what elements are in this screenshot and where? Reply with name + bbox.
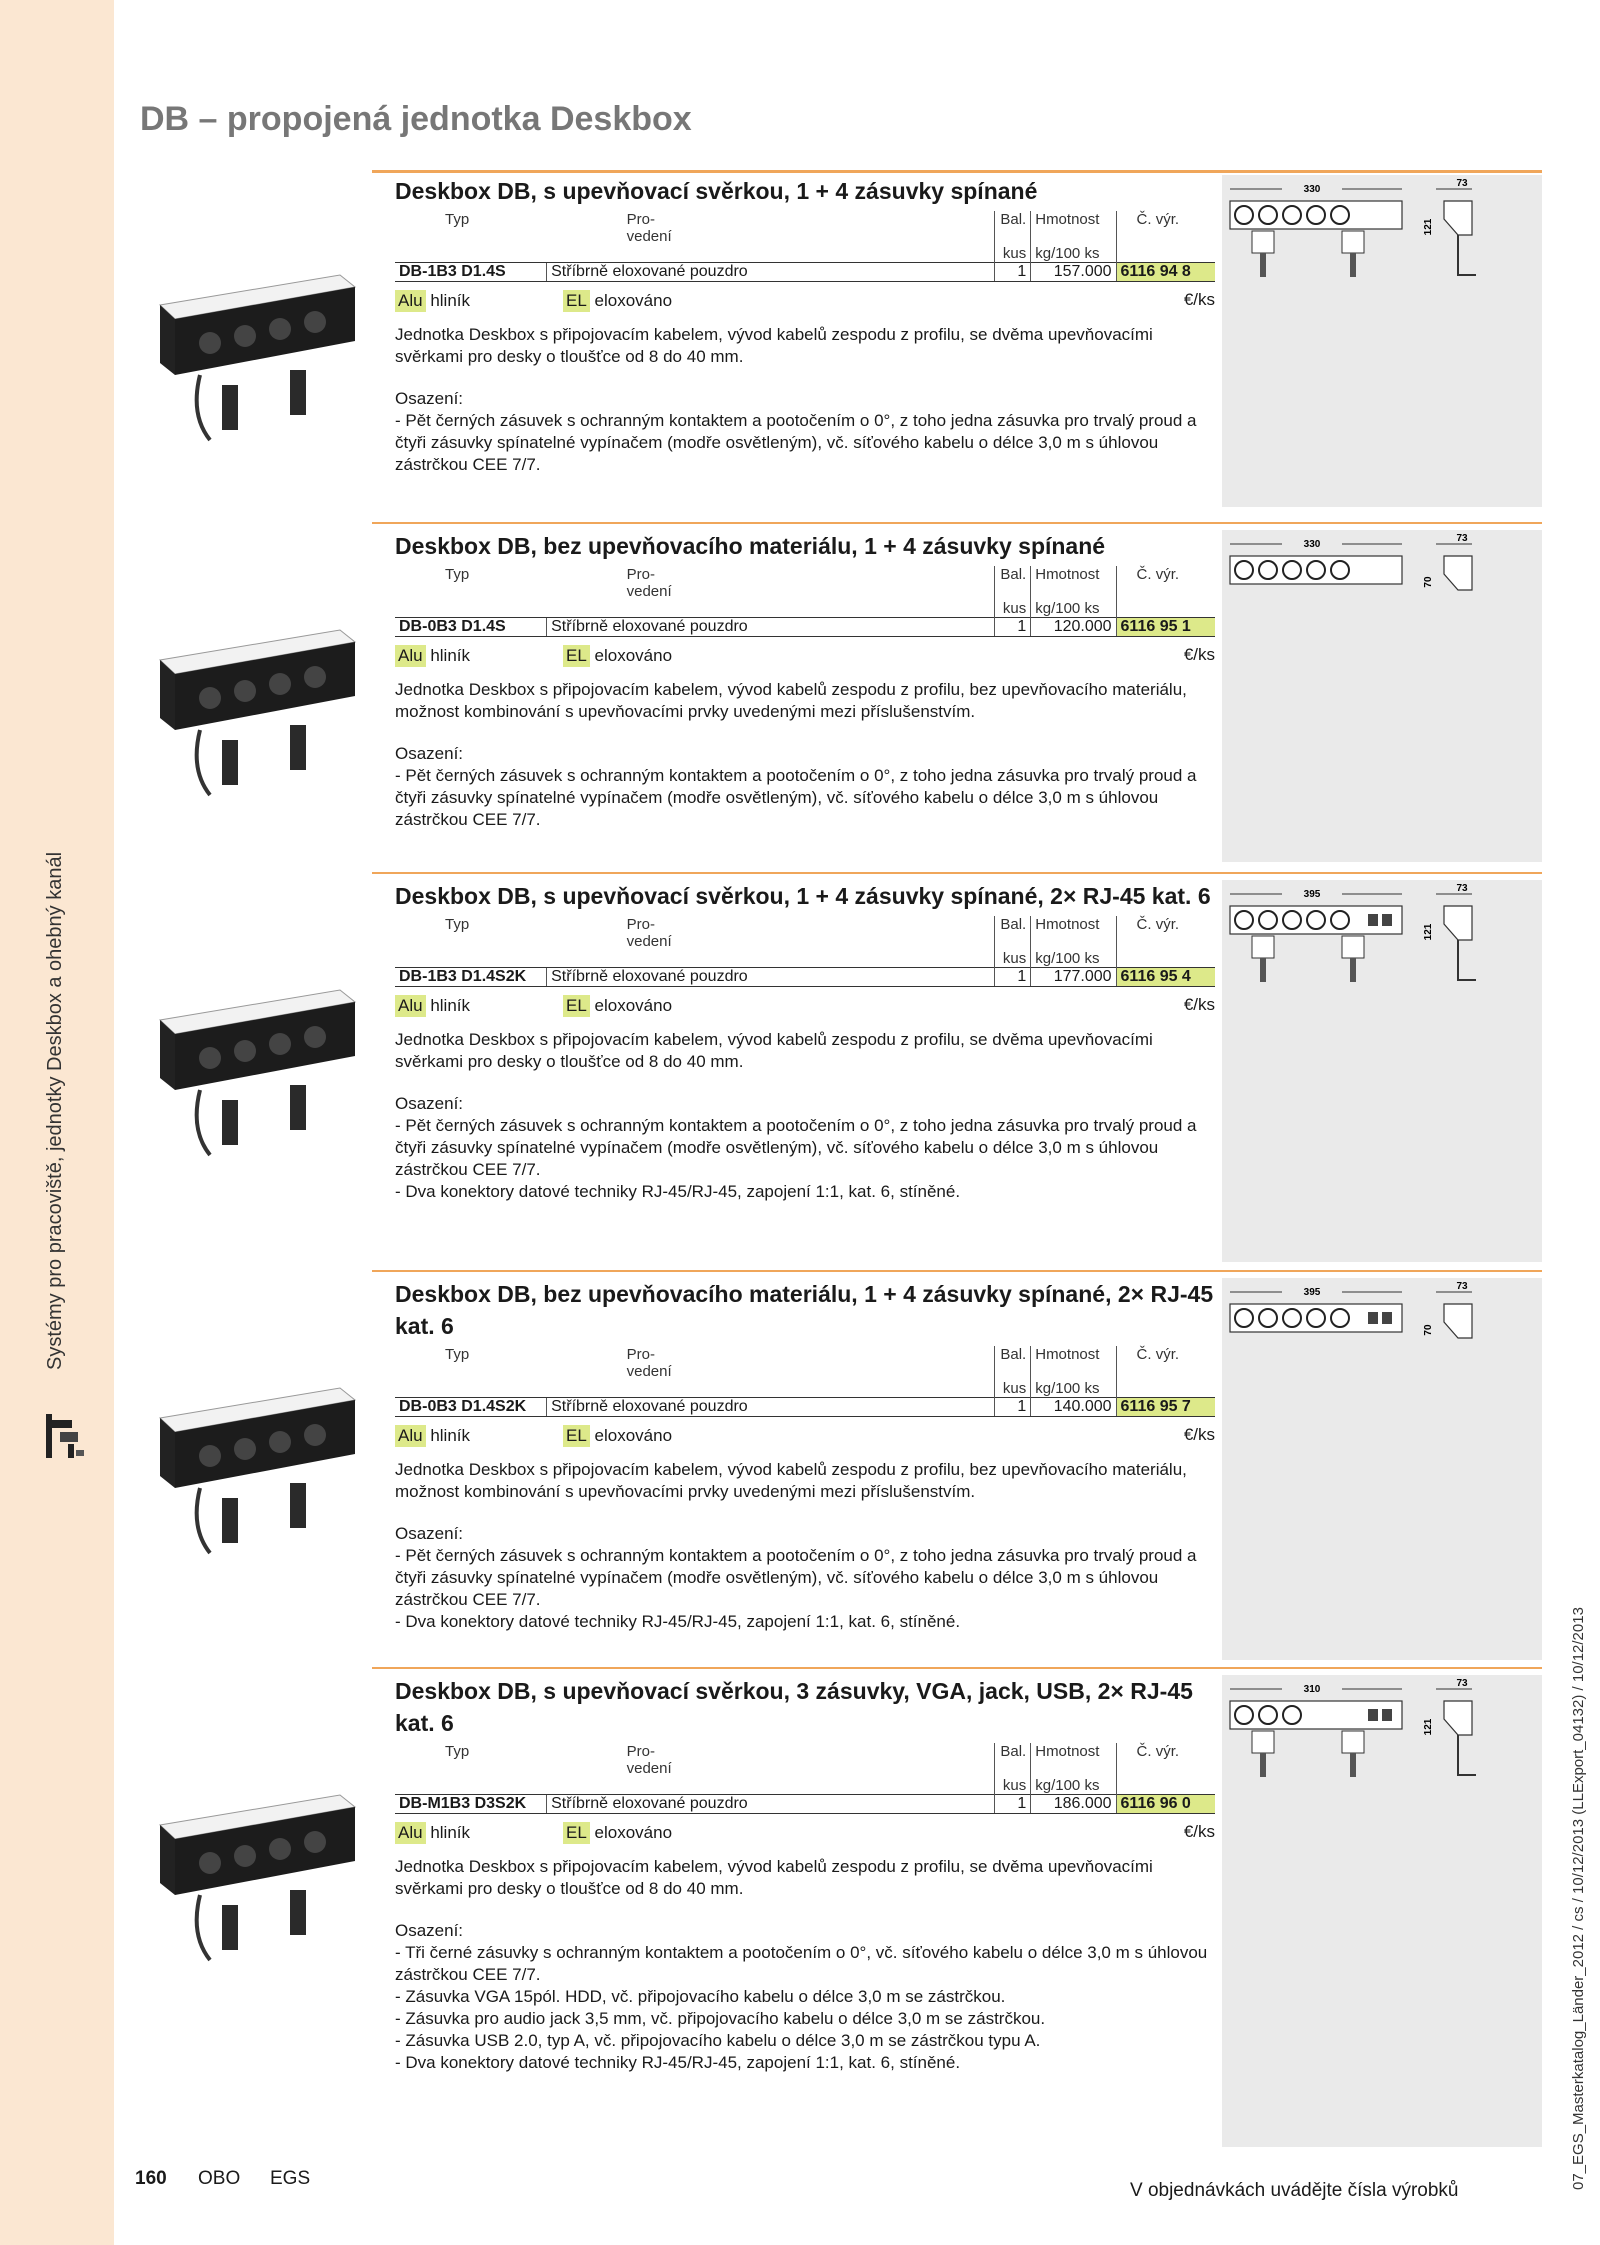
col-cvyr: Č. výr.	[1116, 211, 1215, 263]
col-provedeni	[547, 916, 995, 968]
col-typ: Typ	[445, 211, 470, 228]
col-bal	[994, 1743, 1031, 1795]
equipment-item: - Pět černých zásuvek s ochranným kontaktem a pootočením o 0°, z toho jedna zásuvka pro trvalý proud a čtyři zásuvky spínatelné vypínačem (modře osvětleným), vč. síťového kabelu o délce 3,0 m s úhlovou zástrčkou CEE 7/7.	[395, 411, 1197, 474]
section-divider	[372, 1667, 1542, 1669]
product-weight: 186.000	[1031, 1795, 1116, 1814]
product-content	[395, 880, 1215, 1203]
alu-text: hliník	[430, 291, 470, 310]
rj45-port-icon	[1382, 1709, 1392, 1721]
dim-height-label: 70	[1423, 1324, 1434, 1336]
equipment-label: Osazení:	[395, 1524, 464, 1543]
alu-tag: Alu	[395, 290, 426, 312]
col-bal	[994, 211, 1031, 263]
equipment-list	[395, 410, 1215, 476]
product-variant: Stříbrně eloxované pouzdro	[547, 1795, 995, 1814]
spec-table	[395, 1743, 1215, 1814]
product-title: Deskbox DB, bez upevňovacího materiálu, 1 + 4 zásuvky spínané	[395, 533, 1106, 559]
col-hmotnost	[1031, 916, 1116, 968]
header-kus: kus	[1002, 1777, 1027, 1794]
product-pack: 1	[994, 263, 1031, 282]
product-weight: 140.000	[1031, 1398, 1116, 1417]
equipment-item: - Dva konektory datové techniky RJ-45/RJ-45, zapojení 1:1, kat. 6, stíněné.	[395, 1612, 961, 1631]
header-kg: kg/100 ks	[1035, 1777, 1100, 1794]
product-description: Jednotka Deskbox s připojovacím kabelem, vývod kabelů zespodu z profilu, bez upevňovacího materiálu, možnost kombinování s upevňovacími prvky uvedenými mezi příslušenstvím.	[395, 1460, 1187, 1501]
product-title: Deskbox DB, s upevňovací svěrkou, 3 zásuvky, VGA, jack, USB, 2× RJ-45 kat. 6	[395, 1678, 1193, 1736]
product-description: Jednotka Deskbox s připojovacím kabelem, vývod kabelů zespodu z profilu, se dvěma upevňovacími svěrkami pro desky o tloušťce od 8 do 40 mm.	[395, 1030, 1153, 1071]
col-bal	[994, 566, 1031, 618]
equipment-item: - Tři černé zásuvky s ochranným kontaktem a pootočením o 0°, vč. síťového kabelu o délce 3,0 m s úhlovou zástrčkou CEE 7/7.	[395, 1943, 1208, 1984]
dim-width-label: 310	[1303, 1684, 1321, 1695]
product-content	[395, 1278, 1215, 1633]
dim-height-label: 121	[1423, 218, 1434, 236]
col-cvyr: Č. výr.	[1116, 1346, 1215, 1398]
dimension-drawing	[1222, 1675, 1542, 2147]
equipment-item: - Dva konektory datové techniky RJ-45/RJ-45, zapojení 1:1, kat. 6, stíněné.	[395, 2053, 961, 2072]
clamp-screw-icon	[1350, 1753, 1356, 1777]
clamp-side-icon	[1458, 1735, 1476, 1775]
section-divider	[372, 522, 1542, 524]
material-row	[395, 1822, 1215, 1850]
dimension-drawing	[1222, 1278, 1542, 1660]
price-unit: €/ks	[1183, 1822, 1215, 1841]
product-photo	[140, 245, 370, 445]
product-content	[395, 175, 1215, 476]
dim-width-label: 330	[1303, 184, 1321, 195]
header-kus: kus	[1002, 600, 1027, 617]
product-description: Jednotka Deskbox s připojovacím kabelem, vývod kabelů zespodu z profilu, se dvěma upevňovacími svěrkami pro desky o tloušťce od 8 do 40 mm.	[395, 325, 1153, 366]
clamp-screw-icon	[1350, 958, 1356, 982]
col-typ: Typ	[445, 1346, 470, 1363]
product-description: Jednotka Deskbox s připojovacím kabelem, vývod kabelů zespodu z profilu, se dvěma upevňovacími svěrkami pro desky o tloušťce od 8 do 40 mm.	[395, 1857, 1153, 1898]
product-type: DB-0B3 D1.4S2K	[395, 1398, 547, 1417]
alu-tag: Alu	[395, 1425, 426, 1447]
spec-table	[395, 1346, 1215, 1417]
clamp-icon	[1252, 231, 1274, 253]
equipment-label: Osazení:	[395, 389, 464, 408]
product-type: DB-M1B3 D3S2K	[395, 1795, 547, 1814]
dim-width-label: 395	[1303, 889, 1321, 900]
product-photo	[140, 1358, 370, 1558]
alu-tag: Alu	[395, 995, 426, 1017]
header-hmotnost: Hmotnost	[1035, 566, 1100, 583]
col-typ: Typ	[445, 916, 470, 933]
product-section	[0, 530, 1600, 870]
header-provedeni-2: vedení	[626, 583, 672, 600]
product-content	[395, 530, 1215, 831]
product-section	[0, 1278, 1600, 1668]
clamp-side-icon	[1458, 235, 1476, 275]
el-text: eloxováno	[594, 646, 673, 665]
header-kus: kus	[1002, 245, 1027, 262]
dim-depth-label: 73	[1456, 533, 1468, 544]
product-title: Deskbox DB, s upevňovací svěrkou, 1 + 4 zásuvky spínané	[395, 178, 1038, 204]
clamp-side-icon	[1458, 940, 1476, 980]
dim-depth-label: 73	[1456, 1281, 1468, 1292]
equipment-item: - Pět černých zásuvek s ochranným kontaktem a pootočením o 0°, z toho jedna zásuvka pro trvalý proud a čtyři zásuvky spínatelné vypínačem (modře osvětleným), vč. síťového kabelu o délce 3,0 m s úhlovou zástrčkou CEE 7/7.	[395, 1116, 1197, 1179]
col-provedeni	[547, 566, 995, 618]
rj45-port-icon	[1368, 1709, 1378, 1721]
product-variant: Stříbrně eloxované pouzdro	[547, 1398, 995, 1417]
el-tag: EL	[563, 645, 590, 667]
equipment-list	[395, 1115, 1215, 1203]
section-divider	[372, 1270, 1542, 1272]
col-cvyr: Č. výr.	[1116, 566, 1215, 618]
product-section	[0, 175, 1600, 515]
col-bal	[994, 1346, 1031, 1398]
col-cvyr: Č. výr.	[1116, 916, 1215, 968]
product-order-number: 6116 96 0	[1116, 1795, 1215, 1814]
dim-height-label: 70	[1423, 576, 1434, 588]
dimension-drawing	[1222, 530, 1542, 862]
dim-depth-label: 73	[1456, 1678, 1468, 1689]
product-photo	[140, 1765, 370, 1965]
dim-width-label: 395	[1303, 1287, 1321, 1298]
product-section	[0, 880, 1600, 1270]
product-order-number: 6116 95 7	[1116, 1398, 1215, 1417]
dim-depth-label: 73	[1456, 883, 1468, 894]
price-unit: €/ks	[1183, 1425, 1215, 1444]
dimension-drawing	[1222, 175, 1542, 507]
page-title: DB – propojená jednotka Deskbox	[140, 100, 692, 138]
header-provedeni-2: vedení	[626, 933, 672, 950]
equipment-item: - Pět černých zásuvek s ochranným kontaktem a pootočením o 0°, z toho jedna zásuvka pro trvalý proud a čtyři zásuvky spínatelné vypínačem (modře osvětleným), vč. síťového kabelu o délce 3,0 m s úhlovou zástrčkou CEE 7/7.	[395, 766, 1197, 829]
header-hmotnost: Hmotnost	[1035, 916, 1100, 933]
dimension-drawing	[1222, 880, 1542, 1262]
dimension-svg	[1222, 530, 1542, 650]
col-hmotnost	[1031, 1743, 1116, 1795]
header-kg: kg/100 ks	[1035, 950, 1100, 967]
header-provedeni-1: Pro-	[626, 211, 655, 228]
price-unit: €/ks	[1183, 290, 1215, 309]
product-order-number: 6116 95 4	[1116, 968, 1215, 987]
el-tag: EL	[563, 995, 590, 1017]
equipment-label: Osazení:	[395, 744, 464, 763]
col-hmotnost	[1031, 1346, 1116, 1398]
price-unit: €/ks	[1183, 995, 1215, 1014]
dim-height-label: 121	[1423, 1718, 1434, 1736]
product-order-number: 6116 95 1	[1116, 618, 1215, 637]
header-bal: Bal.	[1000, 566, 1027, 583]
material-row	[395, 645, 1215, 673]
clamp-screw-icon	[1350, 253, 1356, 277]
header-bal: Bal.	[1000, 916, 1027, 933]
col-bal	[994, 916, 1031, 968]
product-pack: 1	[994, 968, 1031, 987]
header-provedeni-2: vedení	[626, 228, 672, 245]
col-typ: Typ	[445, 566, 470, 583]
header-kg: kg/100 ks	[1035, 600, 1100, 617]
el-tag: EL	[563, 1822, 590, 1844]
header-kus: kus	[1002, 950, 1027, 967]
product-type: DB-0B3 D1.4S	[395, 618, 547, 637]
product-type: DB-1B3 D1.4S	[395, 263, 547, 282]
header-kg: kg/100 ks	[1035, 1380, 1100, 1397]
equipment-item: - Zásuvka VGA 15pól. HDD, vč. připojovacího kabelu o délce 3,0 m se zástrčkou.	[395, 1987, 1006, 2006]
material-row	[395, 995, 1215, 1023]
dimension-svg	[1222, 1278, 1542, 1398]
clamp-icon	[1342, 936, 1364, 958]
el-text: eloxováno	[594, 1426, 673, 1445]
series-label: EGS	[270, 2168, 311, 2189]
header-kg: kg/100 ks	[1035, 245, 1100, 262]
dimension-svg	[1222, 175, 1542, 295]
product-weight: 177.000	[1031, 968, 1116, 987]
equipment-item: - Dva konektory datové techniky RJ-45/RJ-45, zapojení 1:1, kat. 6, stíněné.	[395, 1182, 961, 1201]
el-tag: EL	[563, 290, 590, 312]
title-divider	[372, 170, 1542, 173]
clamp-icon	[1342, 231, 1364, 253]
alu-text: hliník	[430, 646, 470, 665]
col-cvyr: Č. výr.	[1116, 1743, 1215, 1795]
catalog-export-code: 07_EGS_Masterkatalog_Länder_2012 / cs / 10/12/2013 (LLExport_04132) / 10/12/2013	[1570, 1607, 1587, 2190]
col-provedeni	[547, 211, 995, 263]
clamp-screw-icon	[1260, 1753, 1266, 1777]
header-hmotnost: Hmotnost	[1035, 1743, 1100, 1760]
footer-note: V objednávkách uvádějte čísla výrobků	[1130, 2180, 1459, 2201]
col-hmotnost	[1031, 211, 1116, 263]
header-bal: Bal.	[1000, 211, 1027, 228]
equipment-list	[395, 1942, 1215, 2074]
product-variant: Stříbrně eloxované pouzdro	[547, 968, 995, 987]
product-weight: 157.000	[1031, 263, 1116, 282]
product-content	[395, 1675, 1215, 2074]
header-provedeni-1: Pro-	[626, 1346, 655, 1363]
clamp-icon	[1342, 1731, 1364, 1753]
equipment-label: Osazení:	[395, 1094, 464, 1113]
clamp-screw-icon	[1260, 253, 1266, 277]
dimension-svg	[1222, 880, 1542, 1000]
header-hmotnost: Hmotnost	[1035, 211, 1100, 228]
el-text: eloxováno	[594, 996, 673, 1015]
header-provedeni-1: Pro-	[626, 566, 655, 583]
equipment-item: - Zásuvka USB 2.0, typ A, vč. připojovacího kabelu o délce 3,0 m se zástrčkou typu A.	[395, 2031, 1041, 2050]
section-divider	[372, 872, 1542, 874]
alu-text: hliník	[430, 1823, 470, 1842]
col-typ: Typ	[445, 1743, 470, 1760]
product-description: Jednotka Deskbox s připojovacím kabelem, vývod kabelů zespodu z profilu, bez upevňovacího materiálu, možnost kombinování s upevňovacími prvky uvedenými mezi příslušenstvím.	[395, 680, 1187, 721]
product-order-number: 6116 94 8	[1116, 263, 1215, 282]
spec-table	[395, 211, 1215, 282]
rj45-port-icon	[1368, 914, 1378, 926]
product-title: Deskbox DB, bez upevňovacího materiálu, 1 + 4 zásuvky spínané, 2× RJ-45 kat. 6	[395, 1281, 1214, 1339]
side-section-label: Systémy pro pracoviště, jednotky Deskbox a ohebný kanál	[44, 851, 66, 1370]
col-hmotnost	[1031, 566, 1116, 618]
dim-width-label: 330	[1303, 539, 1321, 550]
product-variant: Stříbrně eloxované pouzdro	[547, 618, 995, 637]
equipment-list	[395, 1545, 1215, 1633]
product-pack: 1	[994, 1398, 1031, 1417]
el-tag: EL	[563, 1425, 590, 1447]
spec-table	[395, 566, 1215, 637]
product-type: DB-1B3 D1.4S2K	[395, 968, 547, 987]
page-number: 160	[135, 2168, 167, 2189]
product-weight: 120.000	[1031, 618, 1116, 637]
header-kus: kus	[1002, 1380, 1027, 1397]
product-section	[0, 1675, 1600, 2155]
rj45-port-icon	[1382, 914, 1392, 926]
dim-depth-label: 73	[1456, 178, 1468, 189]
equipment-list	[395, 765, 1215, 831]
product-pack: 1	[994, 1795, 1031, 1814]
dimension-svg	[1222, 1675, 1542, 1795]
header-provedeni-2: vedení	[626, 1363, 672, 1380]
price-unit: €/ks	[1183, 645, 1215, 664]
material-row	[395, 290, 1215, 318]
product-photo	[140, 960, 370, 1160]
header-hmotnost: Hmotnost	[1035, 1346, 1100, 1363]
equipment-item: - Pět černých zásuvek s ochranným kontaktem a pootočením o 0°, z toho jedna zásuvka pro trvalý proud a čtyři zásuvky spínatelné vypínačem (modře osvětleným), vč. síťového kabelu o délce 3,0 m s úhlovou zástrčkou CEE 7/7.	[395, 1546, 1197, 1609]
header-provedeni-2: vedení	[626, 1760, 672, 1777]
rj45-port-icon	[1368, 1312, 1378, 1324]
clamp-icon	[1252, 936, 1274, 958]
product-pack: 1	[994, 618, 1031, 637]
spec-table	[395, 916, 1215, 987]
header-provedeni-1: Pro-	[626, 1743, 655, 1760]
dim-height-label: 121	[1423, 923, 1434, 941]
header-bal: Bal.	[1000, 1743, 1027, 1760]
header-provedeni-1: Pro-	[626, 916, 655, 933]
el-text: eloxováno	[594, 291, 673, 310]
col-provedeni	[547, 1743, 995, 1795]
material-row	[395, 1425, 1215, 1453]
brand-label: OBO	[198, 2168, 241, 2189]
clamp-screw-icon	[1260, 958, 1266, 982]
rj45-port-icon	[1382, 1312, 1392, 1324]
equipment-item: - Zásuvka pro audio jack 3,5 mm, vč. připojovacího kabelu o délce 3,0 m se zástrčkou.	[395, 2009, 1046, 2028]
alu-tag: Alu	[395, 1822, 426, 1844]
alu-text: hliník	[430, 996, 470, 1015]
alu-tag: Alu	[395, 645, 426, 667]
product-title: Deskbox DB, s upevňovací svěrkou, 1 + 4 zásuvky spínané, 2× RJ-45 kat. 6	[395, 883, 1211, 909]
el-text: eloxováno	[594, 1823, 673, 1842]
product-variant: Stříbrně eloxované pouzdro	[547, 263, 995, 282]
alu-text: hliník	[430, 1426, 470, 1445]
clamp-icon	[1252, 1731, 1274, 1753]
col-provedeni	[547, 1346, 995, 1398]
equipment-label: Osazení:	[395, 1921, 464, 1940]
header-bal: Bal.	[1000, 1346, 1027, 1363]
product-photo	[140, 600, 370, 800]
